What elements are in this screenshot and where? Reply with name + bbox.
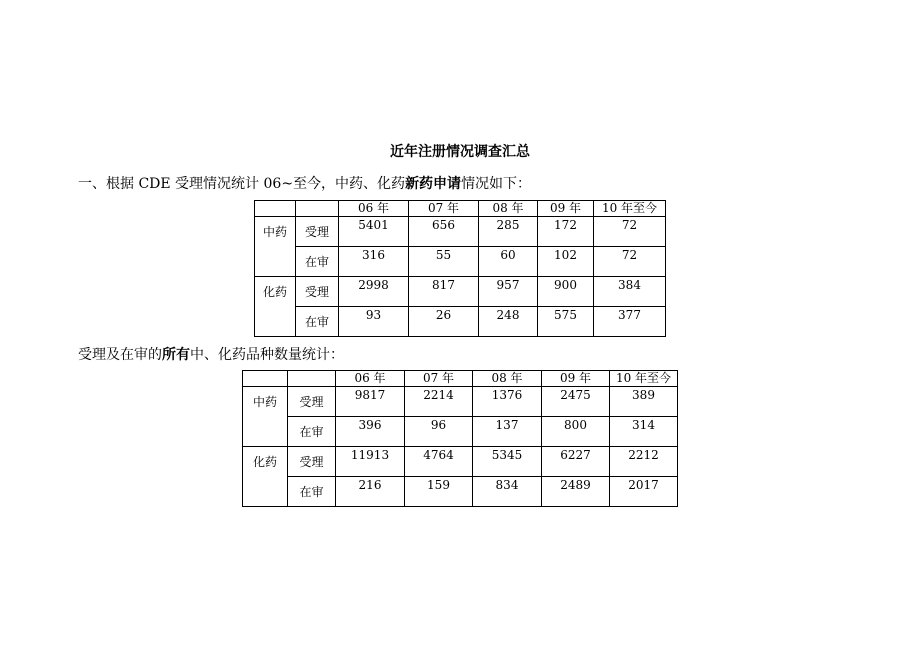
header-corner: [288, 371, 336, 387]
table-cell: 5345: [473, 447, 542, 477]
table-cell: 1376: [473, 387, 542, 417]
table-row: [243, 447, 678, 477]
table-cell: 6227: [542, 447, 610, 477]
column-header: 10 年至今: [594, 201, 666, 217]
header-corner: [255, 201, 296, 217]
para2-suffix: 中、化药品种数量统计：: [190, 347, 344, 363]
table-cell: 55: [409, 247, 479, 277]
column-header: 08 年: [473, 371, 542, 387]
table-cell: 2214: [405, 387, 473, 417]
table-row: [243, 387, 678, 417]
header-corner: [296, 201, 339, 217]
row-label: 在审: [296, 247, 339, 277]
row-label: 在审: [288, 417, 336, 447]
table-cell: 60: [479, 247, 538, 277]
table-cell: 11913: [336, 447, 405, 477]
column-header: 09 年: [538, 201, 594, 217]
table-cell: 389: [610, 387, 678, 417]
paragraph-new-drug-applications: [78, 175, 531, 193]
table-header-row: [255, 201, 666, 217]
table-cell: 2475: [542, 387, 610, 417]
table-cell: 248: [479, 307, 538, 337]
table-header-row: [243, 371, 678, 387]
column-header: 08 年: [479, 201, 538, 217]
header-corner: [243, 371, 288, 387]
table-row: [255, 247, 666, 277]
para1-prefix: 一、根据 CDE 受理情况统计 06~至今，中药、化药: [78, 176, 406, 192]
para2-prefix: 受理及在审的: [78, 347, 162, 363]
table-row: [243, 417, 678, 447]
table-cell: 575: [538, 307, 594, 337]
table-cell: 5401: [339, 217, 409, 247]
table-cell: 96: [405, 417, 473, 447]
table-row: [243, 477, 678, 507]
table-cell: 2489: [542, 477, 610, 507]
table-new-drug-applications: [254, 200, 666, 337]
column-header: 06 年: [339, 201, 409, 217]
table-cell: 316: [339, 247, 409, 277]
para1-suffix: 情况如下：: [461, 176, 532, 192]
column-header: 06 年: [336, 371, 405, 387]
table-cell: 900: [538, 277, 594, 307]
table-cell: 26: [409, 307, 479, 337]
table-row: [255, 307, 666, 337]
table-cell: 834: [473, 477, 542, 507]
row-label: 受理: [296, 217, 339, 247]
table-cell: 172: [538, 217, 594, 247]
table-cell: 800: [542, 417, 610, 447]
table-cell: 396: [336, 417, 405, 447]
table-cell: 2017: [610, 477, 678, 507]
table-cell: 656: [409, 217, 479, 247]
column-header: 07 年: [409, 201, 479, 217]
column-header: 10 年至今: [610, 371, 678, 387]
table-cell: 72: [594, 217, 666, 247]
table-cell: 2212: [610, 447, 678, 477]
group-label: 中药: [255, 217, 296, 277]
table-cell: 817: [409, 277, 479, 307]
table-cell: 102: [538, 247, 594, 277]
paragraph-all-drugs: [78, 346, 344, 364]
row-label: 受理: [296, 277, 339, 307]
column-header: 07 年: [405, 371, 473, 387]
table-row: [255, 217, 666, 247]
group-label: 化药: [255, 277, 296, 337]
row-label: 在审: [288, 477, 336, 507]
table-cell: 137: [473, 417, 542, 447]
table-cell: 4764: [405, 447, 473, 477]
table-cell: 216: [336, 477, 405, 507]
table-cell: 384: [594, 277, 666, 307]
table-row: [255, 277, 666, 307]
table-cell: 72: [594, 247, 666, 277]
para1-bold: 新药申请: [405, 176, 462, 192]
table-cell: 93: [339, 307, 409, 337]
table-cell: 159: [405, 477, 473, 507]
para2-bold: 所有: [162, 347, 190, 363]
row-label: 受理: [288, 387, 336, 417]
document-title: 近年注册情况调查汇总: [390, 144, 530, 160]
row-label: 在审: [296, 307, 339, 337]
table-cell: 314: [610, 417, 678, 447]
table-cell: 285: [479, 217, 538, 247]
row-label: 受理: [288, 447, 336, 477]
table-all-drugs: [242, 370, 678, 507]
column-header: 09 年: [542, 371, 610, 387]
table-cell: 377: [594, 307, 666, 337]
group-label: 中药: [243, 387, 288, 447]
table-cell: 9817: [336, 387, 405, 417]
table-cell: 2998: [339, 277, 409, 307]
table-cell: 957: [479, 277, 538, 307]
group-label: 化药: [243, 447, 288, 507]
